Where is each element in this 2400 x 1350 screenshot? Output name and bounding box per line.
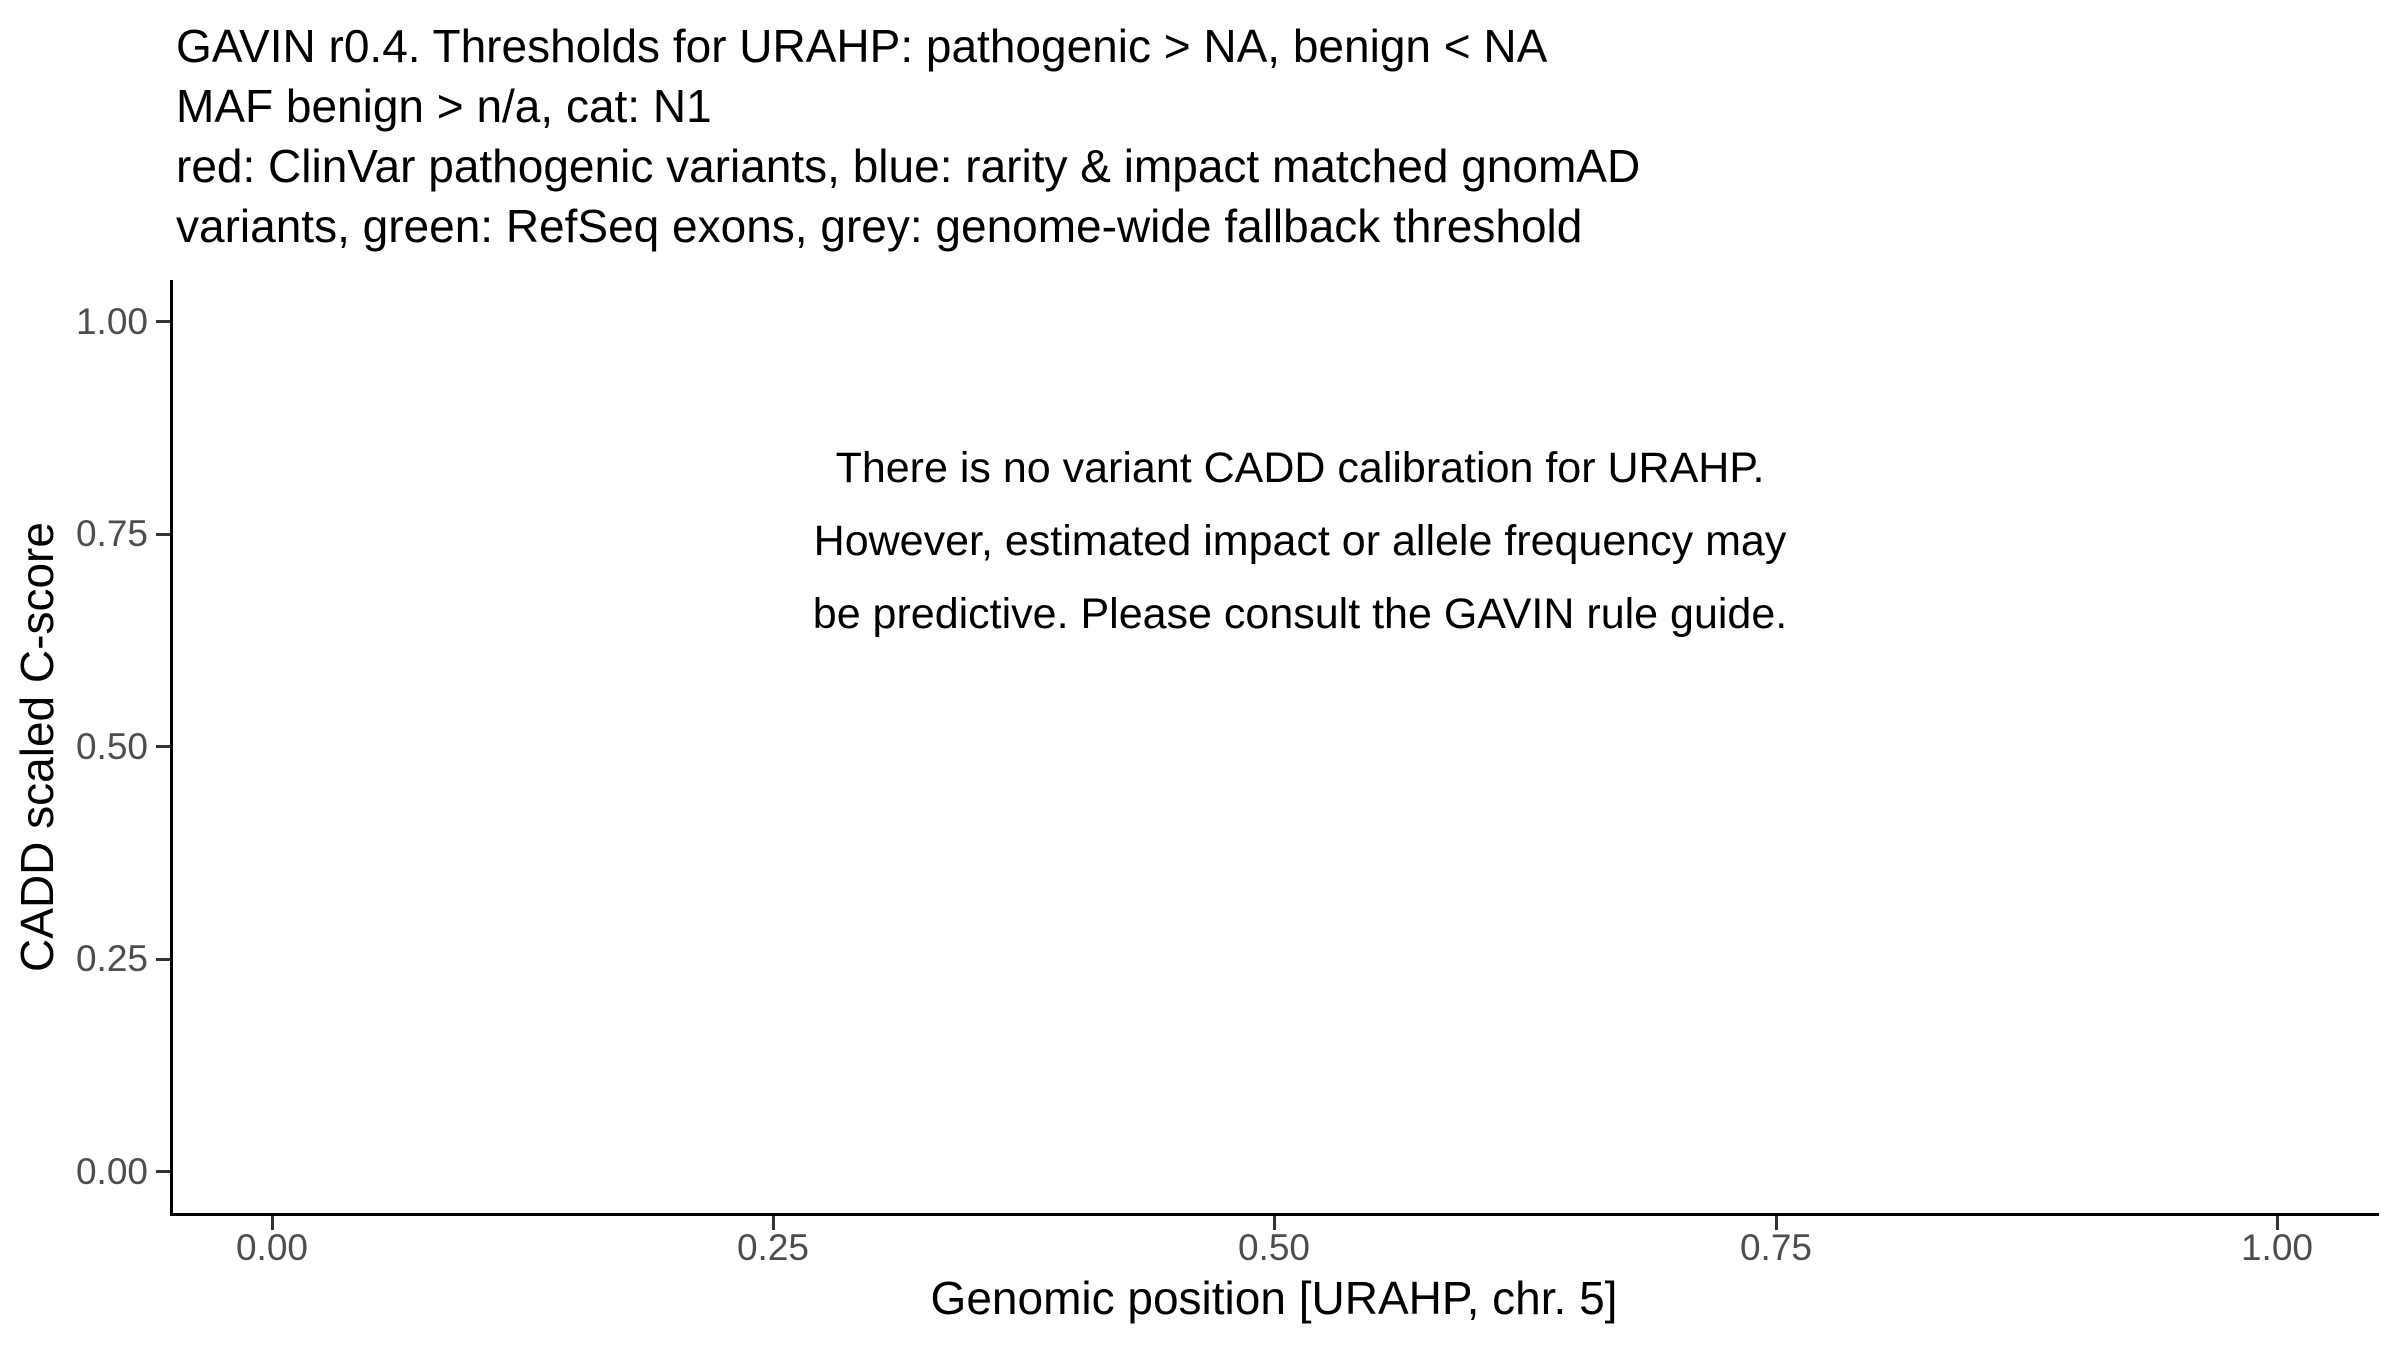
x-tick-label: 0.75 [1739,1227,1812,1268]
plot-title-line-4: variants, green: RefSeq exons, grey: genome-wide fallback threshold [176,200,1583,252]
y-axis-line [170,280,173,1216]
annotation-line-2: However, estimated impact or allele frequency may [813,517,1787,565]
y-tick-label: 0.00 [75,1151,148,1192]
y-axis-title: CADD scaled C-score [11,522,63,972]
plot-title-line-2: MAF benign > n/a, cat: N1 [176,80,712,132]
y-tick-mark [156,1170,170,1173]
annotation-line-1: There is no variant CADD calibration for URAHP. [835,444,1765,492]
x-tick-label: 0.25 [736,1227,809,1268]
no-calibration-annotation [500,432,2100,651]
x-tick-label: 0.50 [1237,1227,1310,1268]
plot-title-line-3: red: ClinVar pathogenic variants, blue: rarity & impact matched gnomAD [176,140,1641,192]
y-tick-label: 0.75 [75,513,148,554]
y-tick-label: 0.25 [75,938,148,979]
y-tick-mark [156,320,170,323]
x-tick-label: 0.00 [235,1227,308,1268]
x-axis-title: Genomic position [URAHP, chr. 5] [930,1272,1618,1324]
plot-title-line-1: GAVIN r0.4. Thresholds for URAHP: pathogenic > NA, benign < NA [176,20,1548,72]
y-tick-label: 0.50 [75,726,148,767]
annotation-line-3: be predictive. Please consult the GAVIN rule guide. [812,590,1788,638]
y-tick-mark [156,533,170,536]
plot-title [176,16,1640,256]
y-tick-label: 1.00 [75,301,148,342]
y-tick-mark [156,958,170,961]
x-tick-label: 1.00 [2240,1227,2313,1268]
y-tick-mark [156,745,170,748]
